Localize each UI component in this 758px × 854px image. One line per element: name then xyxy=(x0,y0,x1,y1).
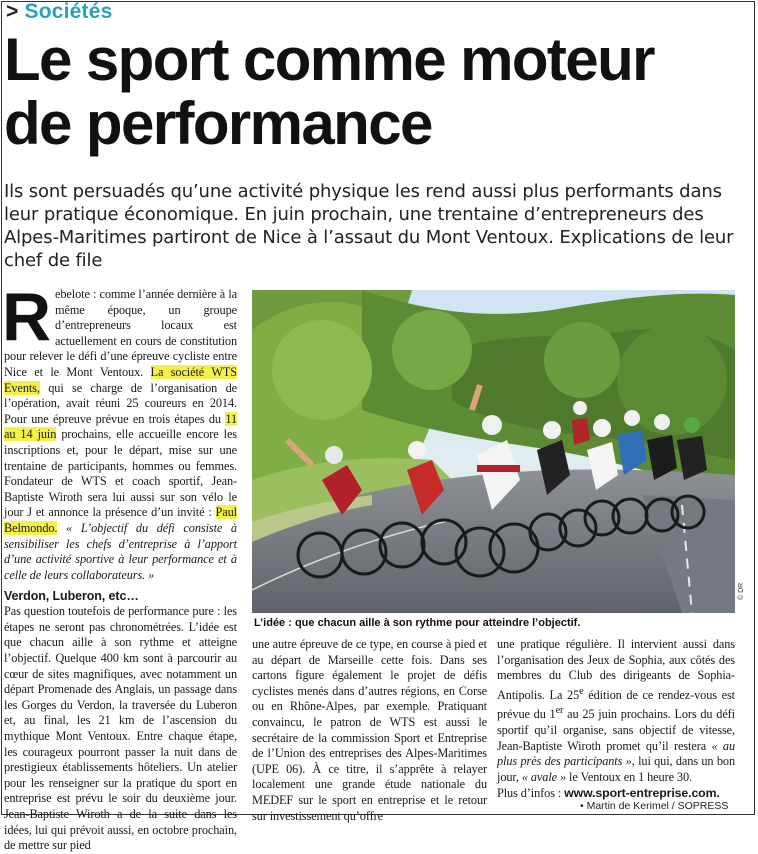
rubric-label: Sociétés xyxy=(24,0,113,23)
quote-close-to-participants: « au plus près des participants » xyxy=(497,738,735,769)
paragraph-2: Pas question toutefois de performance pure : les étapes ne seront pas chronométrées. L’idée est que chacun aille à son rythme et atteigne l’objectif. Quelque 400 km sont à parcourir au cœur de sites magnifiques, avec notamment un départ Promenade des Anglais, un passage dans les Gorges du Verdon, la traversée du Luberon et, au final, les 21 km de l’ascension du mythique Mont Ventoux. Entre chaque étape, les courageux pourront passer la nuit dans de prestigieux établissements hôteliers. Un atelier pour les renseigner sur la pratique du sport en entreprise est prévu le soir du deuxième jour. Jean-Baptiste Wiroth a de la suite dans les idées, lui qui prévoit aussi, en octobre prochain, de mettre sur pied xyxy=(4,604,237,853)
column-3 xyxy=(497,637,735,801)
subheading: Verdon, Luberon, etc… xyxy=(4,589,139,604)
column-2 xyxy=(252,637,487,824)
byline: • Martin de Kerimel / SOPRESS xyxy=(580,800,729,812)
cyclists-photo xyxy=(252,290,735,613)
info-label: Plus d’infos : xyxy=(497,785,565,800)
quote-avale: « avale » xyxy=(521,769,567,784)
title-line-1: Le sport comme moteur xyxy=(4,26,654,93)
paragraph-4-text-2: édition de ce rendez-vous est prévue du 1 xyxy=(497,687,735,722)
paragraph-3: une autre épreuve de ce type, en course à pied et au départ de Marseille cette fois. Dans ses cartons figure également le projet de défis cyclistes menés dans d’autres régions, en Corse ou en Rhône-Alpes, par exemple. Pratiquant convaincu, le patron de WTS est aussi le secrétaire de la commission Sport et Entreprise de l’Union des entreprises des Alpes-Maritimes (UPE 06). À ce titre, il s’apprête à relayer localement une grande étude nationale du MEDEF sur le sport en entreprise et le retour sur investissement qu’offre xyxy=(252,637,487,823)
paragraph-4-text-4: , lui qui, dans un bon jour, xyxy=(497,754,735,784)
info-line xyxy=(497,786,735,802)
paragraph-1-quote: « L’objectif du défi consiste à sensibiliser les chefs d’entreprise à l’apport d’une activité sportive à leur performance et à celle de leurs collaborateurs. » xyxy=(4,520,237,582)
drop-cap: R xyxy=(2,279,52,355)
website-link[interactable]: www.sport-entreprise.com. xyxy=(564,785,720,800)
paragraph-1-text-3: prochains, elle accueille encore les inscriptions et, pour le départ, mise sur une trentaine de participants, hommes ou femmes. Fondateur de WTS et coach sportif, Jean-Baptiste Wiroth sera lui aussi sur son vélo le jour J et annonce la présence d’un invité : xyxy=(4,427,237,520)
photo-credit: © DR xyxy=(738,582,745,600)
section-rubric xyxy=(6,0,113,24)
highlight-company: La société WTS Events, xyxy=(4,364,238,395)
paragraph-4-text-5: le Ventoux en 1 heure 30. xyxy=(566,769,692,784)
superscript-er: er xyxy=(555,705,564,717)
column-1 xyxy=(2,279,238,854)
paragraph-1-text: ebelote : comme l’année dernière à la même époque, un groupe d’entrepreneurs locaux est actuellement en cours de constitution pour relever le défi d’une épreuve cycliste entre Nice et le Mont Ventoux. xyxy=(4,287,237,379)
paragraph-1-text-2: qui se charge de l’organisation de l’opération, avait réuni 25 coureurs en 2014. Pour une épreuve prévue en trois étapes du xyxy=(4,380,237,426)
article-lede: Ils sont persuadés qu’une activité physique les rend aussi plus performants dans leur pratique économique. En juin prochain, une trentaine d’entrepreneurs des Alpes-Maritimes partiront de Nice à l’assaut du Mont Ventoux. Explications de leur chef de file xyxy=(4,181,734,271)
paragraph-4-text: une pratique régulière. Il intervient aussi dans l’organisation des Jeux de Sophia, aux côtés des membres du Club des dirigeants de Sophia-Antipolis. La 25 xyxy=(497,637,735,702)
article-title xyxy=(4,28,754,156)
highlight-guest: Paul Belmondo. xyxy=(4,505,237,535)
superscript-e: e xyxy=(579,685,584,697)
photo-illustration xyxy=(252,290,735,613)
highlight-dates: 11 au 14 juin xyxy=(4,411,237,442)
title-line-2: de performance xyxy=(4,90,432,157)
rubric-marker: > xyxy=(6,0,19,23)
paragraph-4-text-3: au 25 juin prochains. Lors du défi sportif qu’il organise, sans objectif de vitesse, Jean-Baptiste Wiroth promet qu’il restera xyxy=(497,707,735,753)
photo-caption: L’idée : que chacun aille à son rythme pour atteindre l’objectif. xyxy=(254,617,581,629)
